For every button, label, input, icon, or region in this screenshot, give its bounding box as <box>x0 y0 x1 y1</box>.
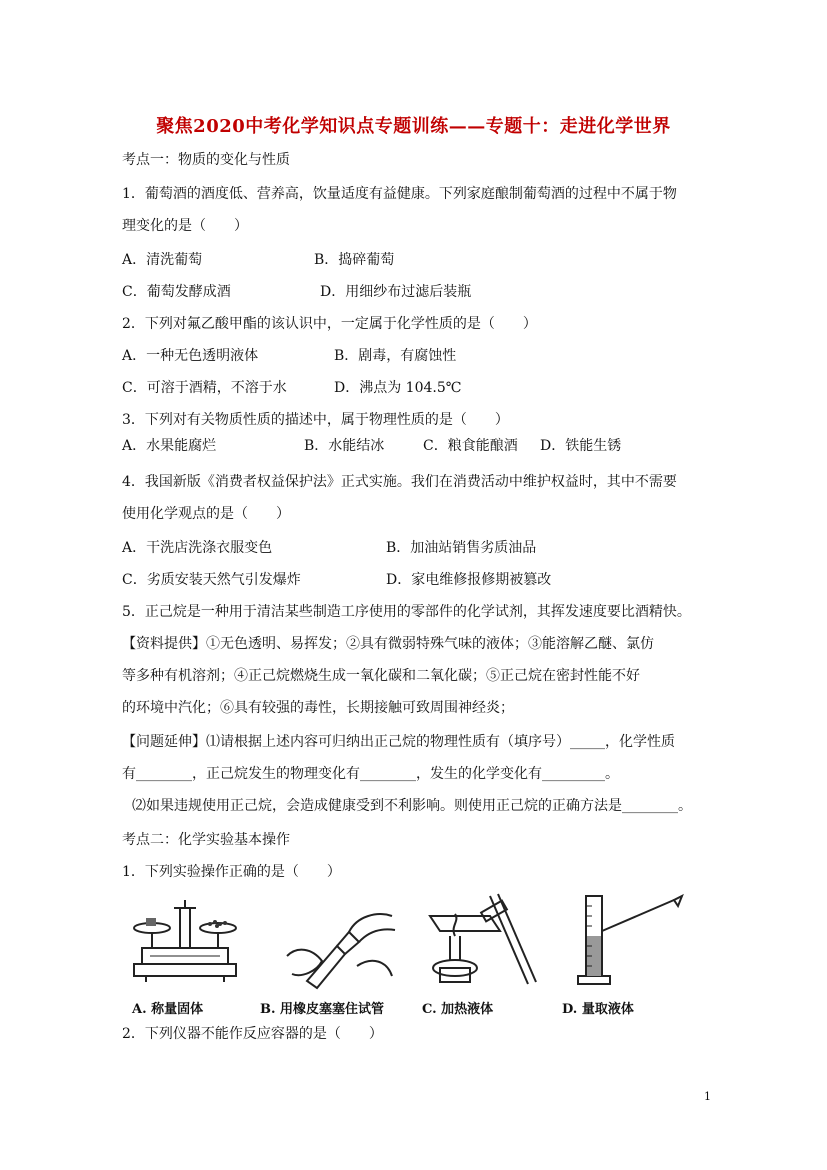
q2-option-b: B．剧毒，有腐蚀性 <box>334 348 457 364</box>
question-1-text: 1．葡萄酒的酒度低、营养高，饮量适度有益健康。下列家庭酿制葡萄酒的过程中不属于物 <box>122 186 677 202</box>
graduated-cylinder-figure <box>574 886 694 996</box>
q1-option-c: C．葡萄发酵成酒 <box>122 284 231 300</box>
question-5-text: 5．正己烷是一种用于清洁某些制造工序使用的零部件的化学试剂，其挥发速度要比酒精快。 <box>122 604 691 620</box>
question-5-ext-2: 有________，正己烷发生的物理变化有________，发生的化学变化有_________。 <box>122 766 619 782</box>
question-5-info-2: 等多种有机溶剂；④正己烷燃烧生成一氧化碳和二氧化碳；⑤正己烷在密封性能不好 <box>122 668 640 684</box>
q2-option-c: C．可溶于酒精，不溶于水 <box>122 380 287 396</box>
question-5-ext-3: ⑵如果违规使用正己烷，会造成健康受到不利影响。则使用正己烷的正确方法是________。 <box>132 798 692 814</box>
figure-caption-d: D. 量取液体 <box>562 1002 634 1017</box>
question-2-text: 2．下列对氟乙酸甲酯的该认识中，一定属于化学性质的是（ ） <box>122 316 537 332</box>
figure-caption-a: A. 称量固体 <box>132 1002 204 1017</box>
page-number: 1 <box>704 1090 711 1103</box>
heating-liquid-figure <box>420 886 540 996</box>
q3-option-d: D．铁能生锈 <box>540 438 622 454</box>
test-tube-stopper-figure <box>277 886 397 996</box>
q3-option-c: C．粮食能酿酒 <box>423 438 518 454</box>
q1-option-b: B．捣碎葡萄 <box>314 252 395 268</box>
q1-option-d: D．用细纱布过滤后装瓶 <box>320 284 472 300</box>
q3-option-b: B．水能结冰 <box>304 438 385 454</box>
question-5-info-3: 的环境中汽化；⑥具有较强的毒性，长期接触可致周围神经炎； <box>122 700 514 716</box>
section-heading-2: 考点二：化学实验基本操作 <box>122 832 290 848</box>
question-4-text: 4．我国新版《消费者权益保护法》正式实施。我们在消费活动中维护权益时，其中不需要 <box>122 474 677 490</box>
question-21-text: 1．下列实验操作正确的是（ ） <box>122 864 341 880</box>
question-5-info-1: 【资料提供】①无色透明、易挥发；②具有微弱特殊气味的液体；③能溶解乙醚、氯仿 <box>122 636 654 652</box>
q4-option-b: B．加油站销售劣质油品 <box>386 540 537 556</box>
q4-option-d: D．家电维修报修期被篡改 <box>386 572 552 588</box>
q4-option-c: C．劣质安装天然气引发爆炸 <box>122 572 301 588</box>
question-4-text-cont: 使用化学观点的是（ ） <box>122 506 290 522</box>
q1-option-a: A．清洗葡萄 <box>122 252 203 268</box>
question-22-text: 2．下列仪器不能作反应容器的是（ ） <box>122 1026 383 1042</box>
q2-option-a: A．一种无色透明液体 <box>122 348 259 364</box>
q3-option-a: A．水果能腐烂 <box>122 438 217 454</box>
experiment-figures <box>122 886 702 1016</box>
balance-scale-figure <box>130 886 240 996</box>
question-3-text: 3．下列对有关物质性质的描述中，属于物理性质的是（ ） <box>122 412 509 428</box>
q4-option-a: A．干洗店洗涤衣服变色 <box>122 540 273 556</box>
figure-caption-b: B. 用橡皮塞塞住试管 <box>260 1002 385 1017</box>
question-1-text-cont: 理变化的是（ ） <box>122 218 248 234</box>
q2-option-d: D．沸点为 104.5℃ <box>334 380 462 396</box>
figure-caption-c: C. 加热液体 <box>422 1002 494 1017</box>
document-title: 聚焦2020中考化学知识点专题训练——专题十：走进化学世界 <box>156 116 671 137</box>
section-heading-1: 考点一：物质的变化与性质 <box>122 152 290 168</box>
question-5-ext-1: 【问题延伸】⑴请根据上述内容可归纳出正己烷的物理性质有（填序号）_____，化学性质 <box>122 734 675 750</box>
